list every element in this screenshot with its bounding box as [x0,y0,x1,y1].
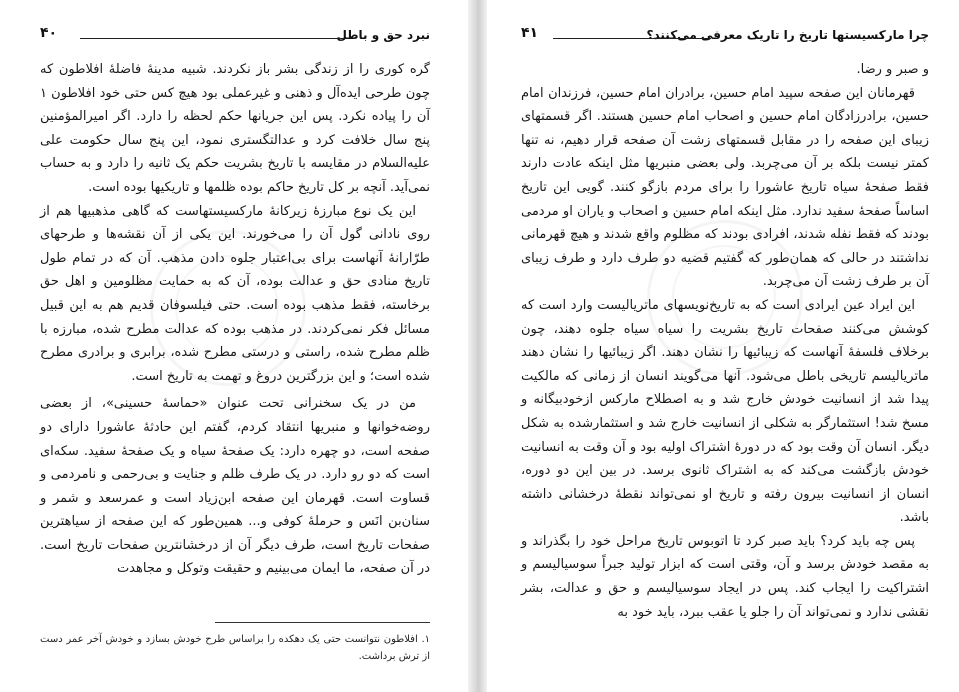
right-page-body [521,58,929,624]
paragraph: این ایراد عین ایرادی است که به تاریخ‌نویسهای ماتریالیست وارد است که کوشش می‌کنند صفحات تاریخ بشریت را سیاه سیاه جلوه دهند، چون برخلاف فلسفهٔ آنهاست که زیبائیها را نشان دهند. اگر زیبائیها را نشان دهند ماتریالیسم تاریخی باطل می‌شود. آنها می‌گویند انسان از زمانی که مالکیت پیدا شد از انسانیت خودش خارج شد و به اصطلاح مارکس ازخودبیگانه و مسخ شد! استثمارگر به شکلی از انسانیت خارج شد و استثمارشده به شکل دیگر. انسان آن وقت بود که در دورهٔ اشتراک اولیه بود و آن وقت به انسانیت خودش بازگشت می‌کند که به اشتراک ثانوی برسد. در بین این دو دوره، انسان از انسانیت بیرون رفته و تاریخ او نمی‌تواند نقطهٔ درخشانی داشته باشد. [521,297,929,526]
paragraph: و صبر و رضا. [856,62,929,77]
right-page-header [521,25,929,44]
left-page-number: ۴۰ [40,25,58,41]
paragraph: این یک نوع مبارزهٔ زیرکانهٔ مارکسیستهاست که گاهی مذهبیها هم از روی نادانی گول آن را می‌خورند. این یکی از آن نقشه‌ها و طرحهای طرّارانهٔ آنهاست برای بی‌اعتبار جلوه دادن مذهب. آن که در تمام طول تاریخ منادی حق و عدالت بوده، آن که به حمایت مظلومین و اهل حق برخاسته، فقط مذهب بوده است. حتی فیلسوفان قدیم هم به این قبیل مسائل فکر نمی‌کردند. در مذهب بوده که عدالت مطرح شده، مبارزه با ظلم مطرح شده، راستی و درستی مطرح شده، برابری و برادری مطرح شده است؛ و این بزرگترین دروغ و تهمت به تاریخ است. [40,203,430,384]
right-header-rule [553,38,711,39]
left-page-body [40,58,430,581]
left-page-header [40,25,430,44]
paragraph: گره کوری را از زندگی بشر باز نکردند. شبیه مدینهٔ فاضلهٔ افلاطون که چون طرحی ایده‌آل و ذهنی و غیرعملی بود هیچ کس حتی خود افلاطون ۱ آن را پیاده نکرد. پس این جریانها حکم لحظه را دارد. اگر امیرالمؤمنین پنج سال خلافت کرد و عدالتگستری نمود، این پنج سال حکومت علی علیه‌السلام در مقایسه با تاریخ بشریت حکم یک ثانیه را دارد و به حساب نمی‌آید. آنچه بر کل تاریخ حاکم بوده ظلمها و تاریکیها بوده است. [40,62,430,195]
footnote-rule [215,622,430,623]
paragraph: پس چه باید کرد؟ باید صبر کرد تا اتوبوس تاریخ مراحل خود را بگذراند و به مقصد خودش برسد و آن، وقتی است که ابزار تولید جبراً سوسیالیسم و اشتراکیت را ایجاب کند. پس در ایجاد سوسیالیسم و حق و عدالت، بشر نقشی ندارد و نمی‌تواند آن را جلو یا عقب ببرد، باید خود به [521,533,929,620]
right-page-number: ۴۱ [521,25,539,41]
footnote: ۱. افلاطون نتوانست حتی یک دهکده را براساس طرح خودش بسازد و خودش آخر عمر دست از ترش برداشت. [40,634,430,662]
paragraph: قهرمانان این صفحه سپید امام حسین، برادران امام حسین، فرزندان امام حسین، برادرزادگان امام حسین و اصحاب امام حسین هستند. اگر قسمتهای زیبای این صفحه را در مقابل قسمتهای زشت آن صفحه قرار دهیم، نه تنها کمتر نیست بلکه بر آن می‌چربد. ولی بعضی منبریها مثل اینکه عادت دارند فقط صفحهٔ سیاه تاریخ عاشورا را برای مردم بازگو کنند. گویی این تاریخ اساساً صفحهٔ سفید ندارد. مثل اینکه امام حسین و اصحاب و یاران او مردمی بودند که فقط نفله شدند، افرادی بودند که مظلوم واقع شدند و هیچ قهرمانی نداشتند در حالی که همان‌طور که گفتیم قضیه دو طرف دارد و طرف زیبای آن بر طرف زشت آن می‌چربد. [521,85,929,290]
left-page [0,0,468,692]
left-header-rule [80,38,344,39]
right-header-title: چرا مارکسیستها تاریخ را تاریک معرفی می‌کنند؟ [646,28,929,42]
book-gutter [468,0,487,692]
left-header-title: نبرد حق و باطل [336,28,430,42]
right-page [487,0,959,692]
paragraph: من در یک سخنرانی تحت عنوان «حماسهٔ حسینی»، از بعضی روضه‌خوانها و منبریها انتقاد کردم، گفتم این حادثهٔ عاشورا دارای دو صفحه است، دو چهره دارد: یک صفحهٔ سیاه و یک صفحهٔ سفید. سکه‌ای است که دو رو دارد. در یک طرف ظلم و جنایت و بی‌رحمی و نامردمی و قساوت است. قهرمان این صفحه ابن‌زیاد است و عمرسعد و شمر و سنان‌بن انَس و حرملهٔ کوفی و... همین‌طور که این صفحه از سیاهترین صفحات تاریخ است، طرف دیگر آن از درخشانترین صفحات تاریخ است. در آن صفحه، ما ایمان می‌بینیم و حقیقت وتوکل و مجاهدت [40,396,430,577]
